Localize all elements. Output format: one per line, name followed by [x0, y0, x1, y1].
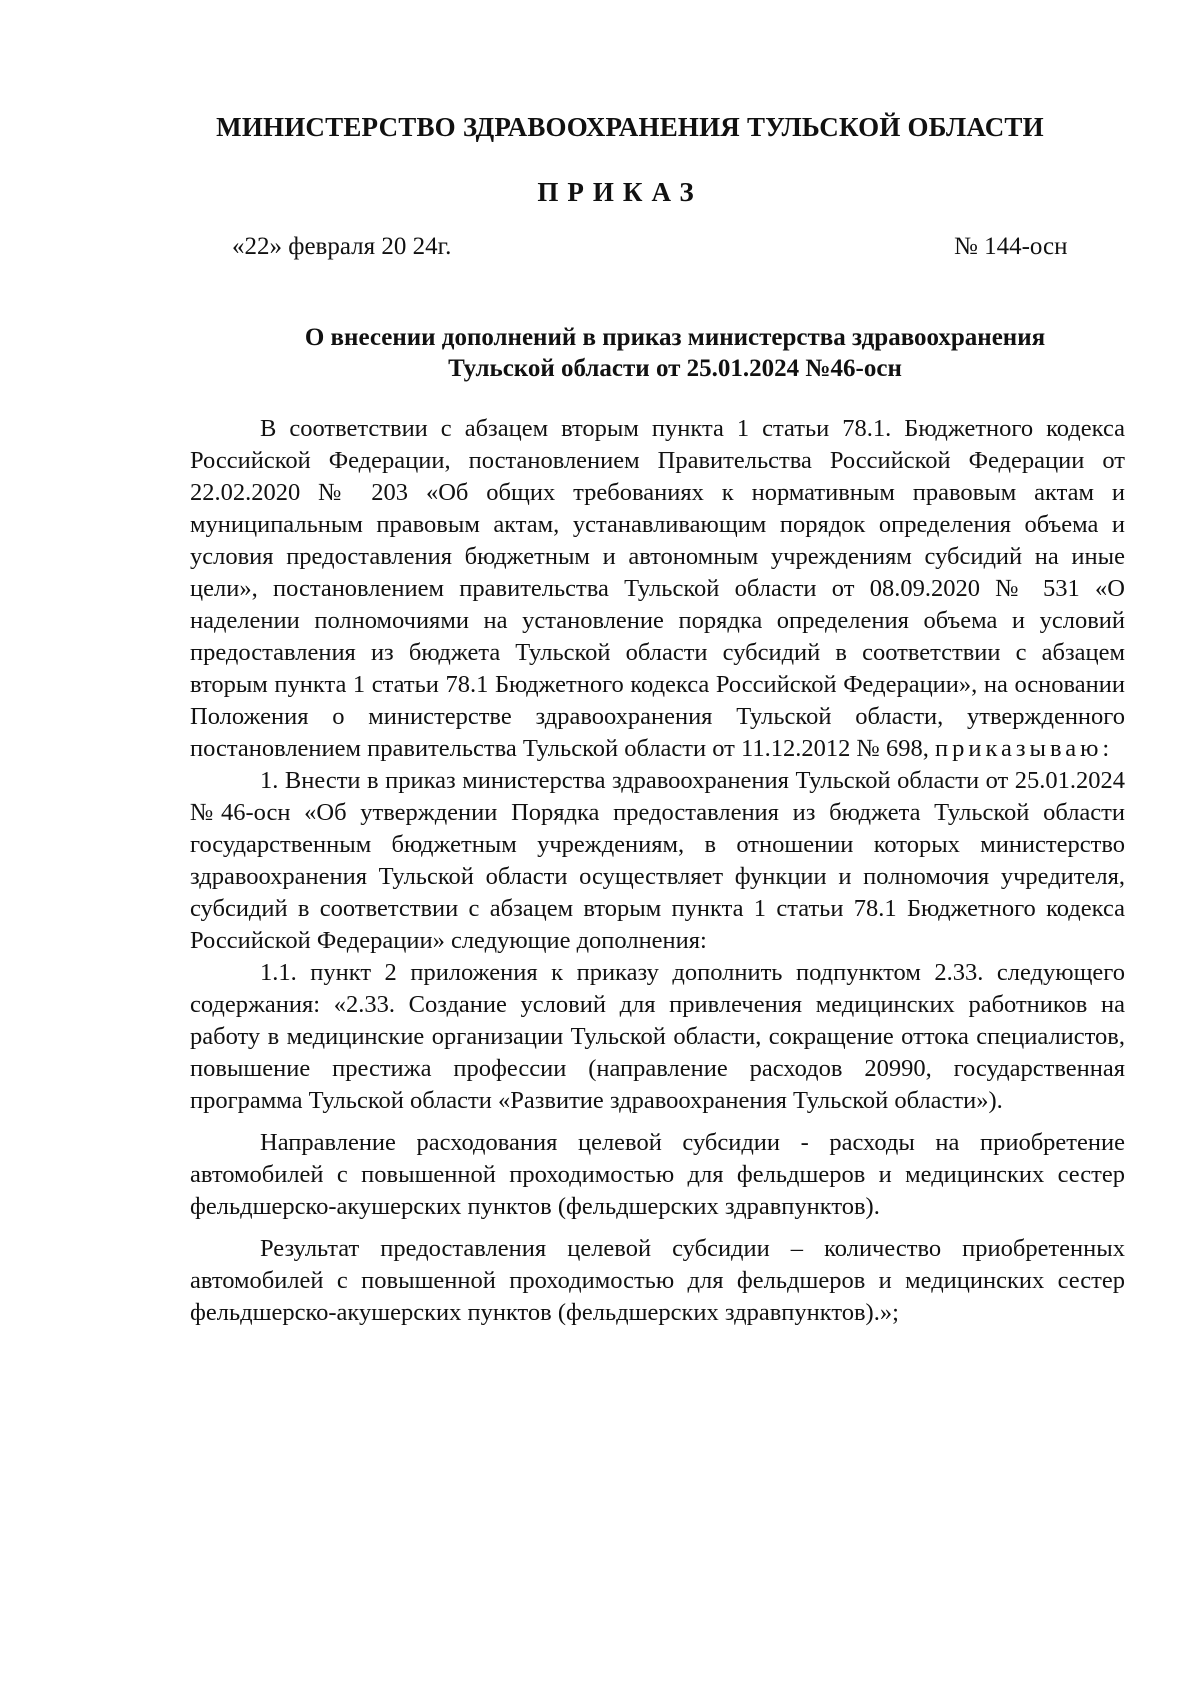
result-paragraph: Результат предоставления целевой субсидии – количество приобретенных автомобилей с повышенной проходимостью для фельдшеров и медицинских сестер фельдшерско-акушерских пунктов (фельдшерских здравпунктов).»;	[190, 1235, 1125, 1326]
expense-direction-paragraph: Направление расходования целевой субсидии - расходы на приобретение автомобилей с повышенной проходимостью для фельдшеров и медицинских сестер фельдшерско-акушерских пунктов (фельдшерских здравпунктов).	[190, 1129, 1125, 1220]
document-type-heading: ПРИКАЗ	[537, 177, 703, 207]
order-body	[190, 413, 1125, 1329]
preamble-text: В соответствии с абзацем вторым пункта 1 статьи 78.1. Бюджетного кодекса Российской Федерации, постановлением Правительства Российской Федерации от 22.02.2020 № 203 «Об общих требованиях к нормативным правовым актам и муниципальным правовым актам, устанавливающим порядок определения объема и условия предоставления бюджетным и автономным учреждениям субсидий на иные цели», постановлением правительства Тульской области от 08.09.2020 № 531 «О наделении полномочиями на установление порядка определения объема и условий предоставления из бюджета Тульской области субсидий в соответствии с абзацем вторым пункта 1 статьи 78.1 Бюджетного кодекса Российской Федерации», на основании Положения о министерстве здравоохранения Тульской области, утвержденного постановлением правительства Тульской области от 11.12.2012 № 698,	[190, 415, 1125, 762]
order-date: «22» февраля 20 24г.	[232, 233, 452, 260]
preamble-paragraph	[190, 413, 1125, 765]
ministry-heading: МИНИСТЕРСТВО ЗДРАВООХРАНЕНИЯ ТУЛЬСКОЙ ОБЛАСТИ	[216, 112, 1044, 142]
order-word: приказываю:	[934, 735, 1114, 762]
order-subject	[230, 322, 1120, 384]
clause-1-1-paragraph: 1.1. пункт 2 приложения к приказу дополнить подпунктом 2.33. следующего содержания: «2.33. Создание условий для привлечения медицинских работников на работу в медицинские организации Тульской области, сокращение оттока специалистов, повышение престижа профессии (направление расходов 20990, государственная программа Тульской области «Развитие здравоохранения Тульской области»).	[190, 959, 1125, 1114]
subject-line-2: Тульской области от 25.01.2024 №46-осн	[448, 355, 902, 382]
subject-line-1: О внесении дополнений в приказ министерства здравоохранения	[304, 324, 1046, 351]
order-number: № 144-осн	[954, 233, 1068, 260]
clause-1-paragraph: 1. Внести в приказ министерства здравоохранения Тульской области от 25.01.2024 №46-осн «Об утверждении Порядка предоставления из бюджета Тульской области государственным бюджетным учреждениям, в отношении которых министерство здравоохранения Тульской области осуществляет функции и полномочия учредителя, субсидий в соответствии с абзацем вторым пункта 1 статьи 78.1 Бюджетного кодекса Российской Федерации» следующие дополнения:	[190, 767, 1125, 954]
